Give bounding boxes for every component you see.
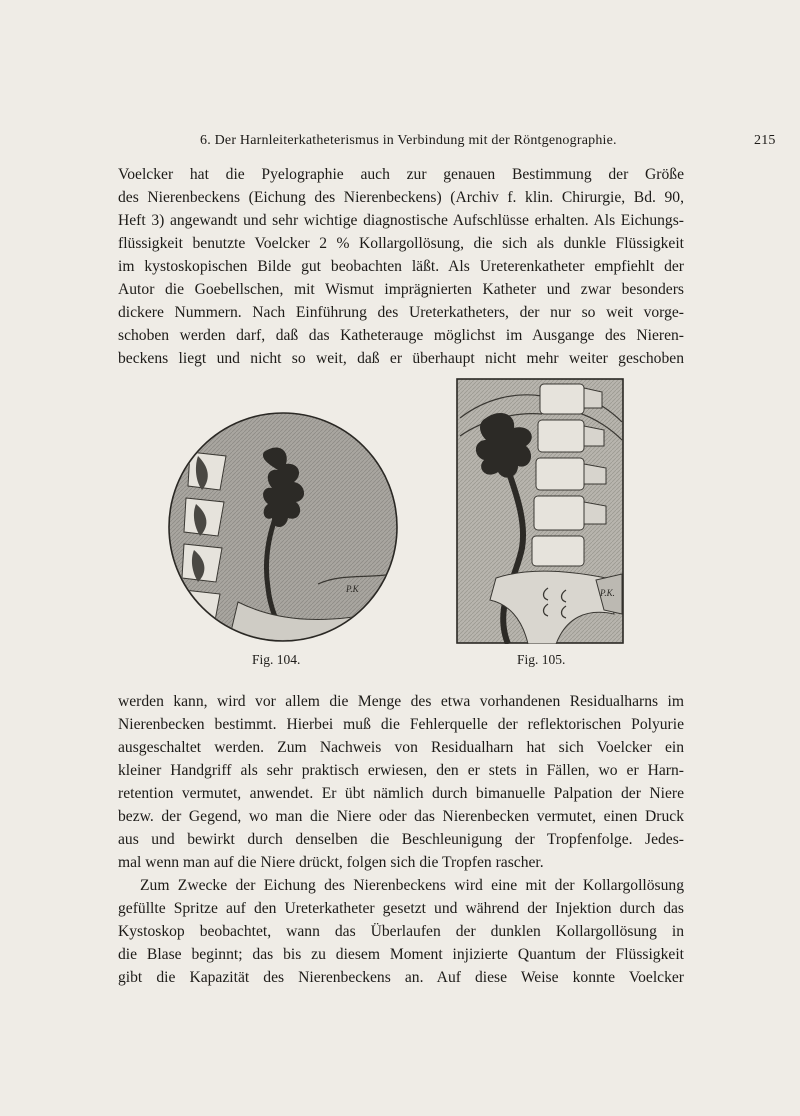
running-title: 6. Der Harnleiterkatheterismus in Verbindung mit der Röntgenographie. bbox=[200, 133, 617, 148]
text-line: ausgeschaltet werden. Zum Nachweis von Residualharn hat sich Voelcker ein bbox=[118, 739, 684, 756]
text-line: im kystoskopischen Bilde gut beobachten läßt. Als Ureterenkatheter empfiehlt der bbox=[118, 258, 684, 275]
text-line: mal wenn man auf die Niere drückt, folgen sich die Tropfen rascher. bbox=[118, 854, 544, 871]
text-line: Voelcker hat die Pyelographie auch zur genauen Bestimmung der Größe bbox=[118, 166, 684, 183]
text-line: retention vermutet, anwendet. Er übt nämlich durch bimanuelle Palpation der Niere bbox=[118, 785, 684, 802]
text-line: Zum Zwecke der Eichung des Nierenbeckens wird eine mit der Kollargollösung bbox=[140, 877, 684, 894]
paragraph-1 bbox=[118, 163, 684, 370]
pyelogram-circle-illustration bbox=[168, 412, 398, 642]
text-line: bezw. der Gegend, wo man die Niere oder das Nierenbecken vermutet, einen Druck bbox=[118, 808, 684, 825]
text-line: gefüllte Spritze auf den Ureterkatheter gesetzt und während der Injektion durch das bbox=[118, 900, 684, 917]
paragraph-2-and-3 bbox=[118, 690, 684, 989]
text-line: dickere Nummern. Nach Einführung des Ureterkatheters, der nur so weit vorge- bbox=[118, 304, 684, 321]
text-line: Nierenbecken bestimmt. Hierbei muß die Fehlerquelle der reflektorischen Polyurie bbox=[118, 716, 684, 733]
text-line: Autor die Goebellschen, mit Wismut imprägnierten Katheter und zwar besonders bbox=[118, 281, 684, 298]
text-line: kleiner Handgriff als sehr praktisch erwiesen, den er stets in Fällen, wo er Harn- bbox=[118, 762, 684, 779]
figure-monogram: P.K. bbox=[600, 588, 615, 598]
text-line: schoben werden darf, daß das Katheterauge möglichst im Ausgange des Nieren- bbox=[118, 327, 684, 344]
text-line: des Nierenbeckens (Eichung des Nierenbeckens) (Archiv f. klin. Chirurgie, Bd. 90, bbox=[118, 189, 684, 206]
page-number: 215 bbox=[754, 133, 776, 148]
text-line: die Blase beginnt; das bis zu diesem Moment injizierte Quantum der Flüssigkeit bbox=[118, 946, 684, 963]
pyelogram-spine-illustration bbox=[456, 378, 624, 644]
text-line: Heft 3) angewandt und sehr wichtige diagnostische Aufschlüsse erhalten. Als Eichungs- bbox=[118, 212, 684, 229]
figure-105-caption: Fig. 105. bbox=[517, 652, 566, 667]
text-line: aus und bewirkt durch denselben die Beschleunigung der Tropfenfolge. Jedes- bbox=[118, 831, 684, 848]
figure-105 bbox=[456, 378, 624, 644]
text-line: Kystoskop beobachtet, wann das Überlaufen der dunklen Kollargollösung in bbox=[118, 923, 684, 940]
text-line: werden kann, wird vor allem die Menge des etwa vorhandenen Residualharns im bbox=[118, 693, 684, 710]
text-line: flüssigkeit benutzte Voelcker 2 % Kollargollösung, die sich als dunkle Flüssigkeit bbox=[118, 235, 684, 252]
text-line: gibt die Kapazität des Nierenbeckens an. Auf diese Weise konnte Voelcker bbox=[118, 969, 684, 986]
text-line: beckens liegt und nicht so weit, daß er überhaupt nicht mehr weiter geschoben bbox=[118, 350, 684, 367]
figure-104-caption: Fig. 104. bbox=[252, 652, 301, 667]
running-header bbox=[0, 133, 800, 155]
figure-104 bbox=[168, 412, 398, 642]
figure-monogram: P.K bbox=[346, 584, 359, 594]
